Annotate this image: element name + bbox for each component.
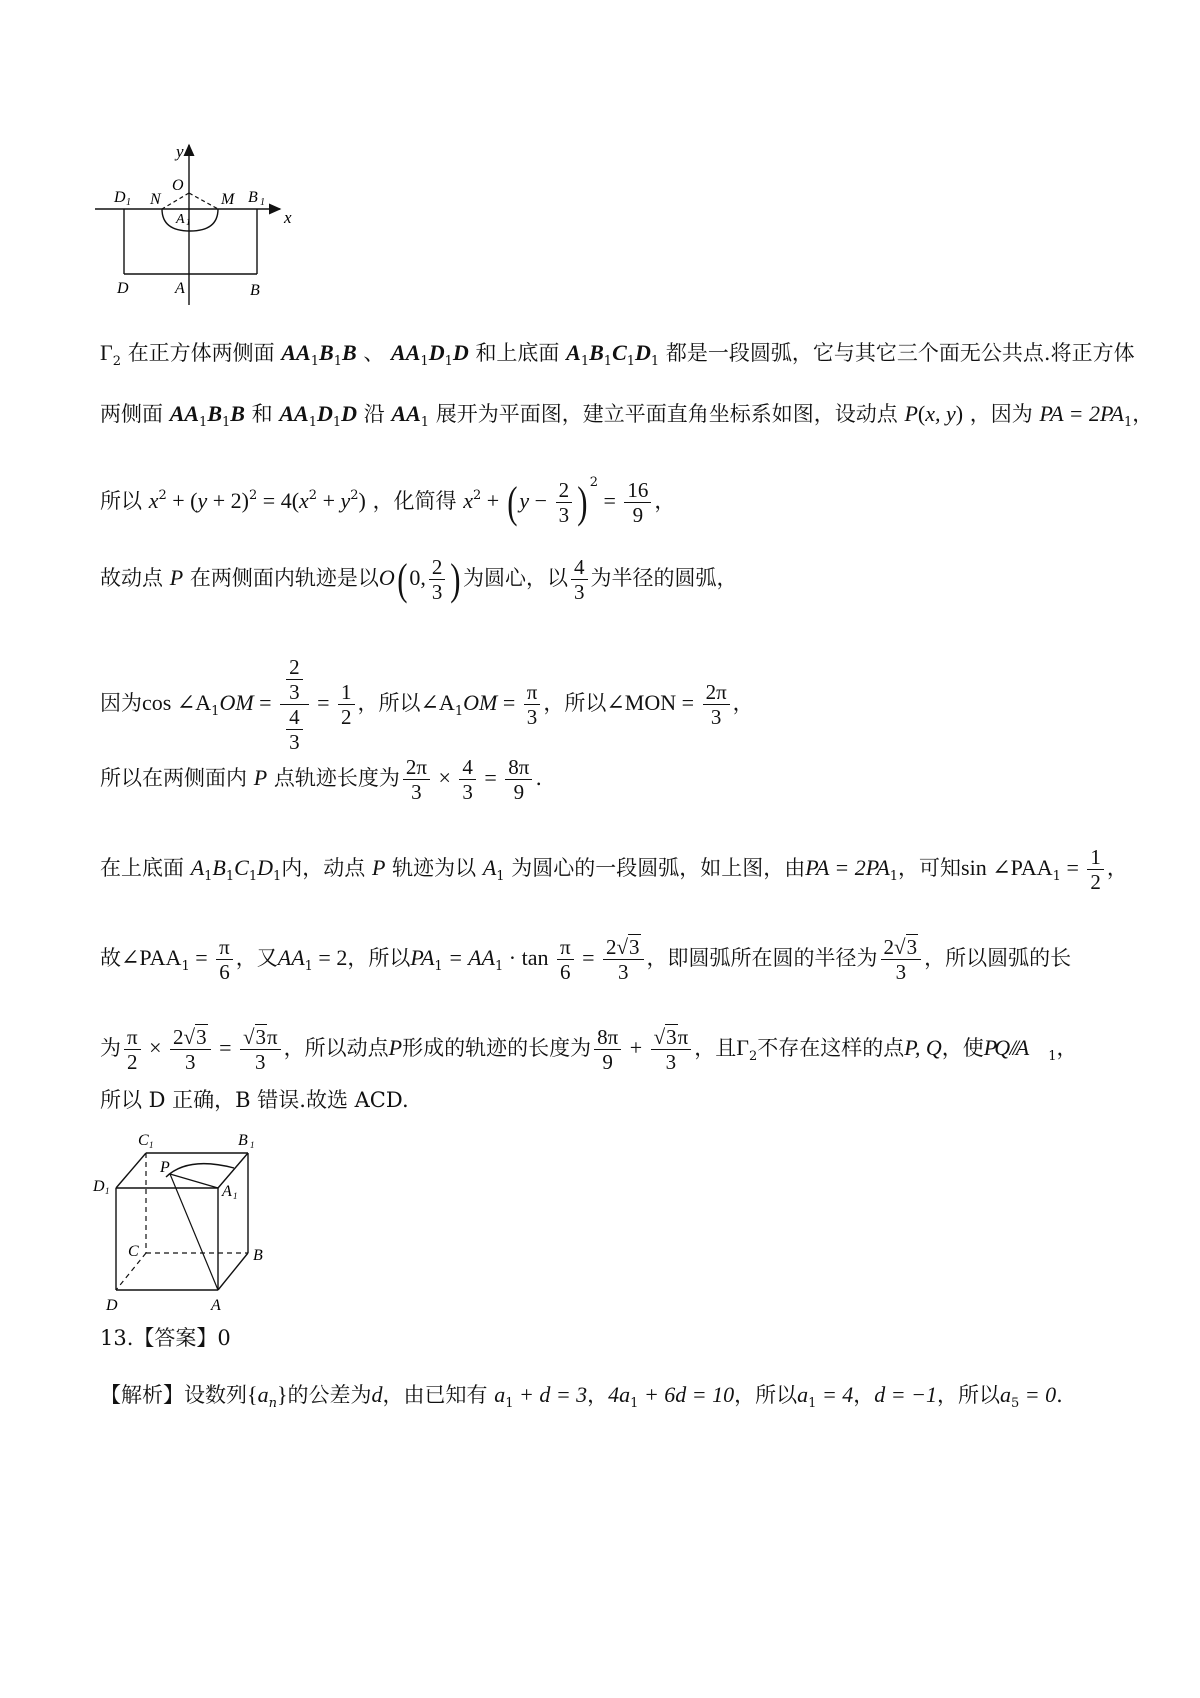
radicand: 3 <box>255 1025 267 1049</box>
den: 3 <box>411 780 422 804</box>
math: A <box>190 855 205 880</box>
math: a <box>494 1382 506 1407</box>
math: B <box>212 855 226 880</box>
compound-fraction <box>280 655 309 754</box>
c1-sub: 1 <box>149 1140 154 1150</box>
num: 8π <box>594 1025 621 1050</box>
fraction <box>429 555 446 604</box>
math: B <box>589 340 604 365</box>
math: d <box>371 1382 383 1407</box>
gamma: Γ <box>100 340 113 365</box>
math: d = −1 <box>874 1382 937 1407</box>
gamma-sub: 2 <box>112 354 121 369</box>
fraction <box>571 555 588 604</box>
text: 展开为平面图，建立平面直角坐标系如图，设动点 <box>435 402 898 426</box>
text: 为圆心的一段圆弧，如上图，由 <box>511 856 806 880</box>
math: + 2 <box>207 488 242 513</box>
sub: 1 <box>199 415 208 430</box>
sup: 2 <box>473 488 482 503</box>
math: B <box>207 401 223 426</box>
den: 3 <box>665 1050 677 1074</box>
text: 和上底面 <box>475 341 560 365</box>
math: ∠A <box>420 690 455 715</box>
math: = 0 <box>1019 1382 1057 1407</box>
math: C <box>612 340 627 365</box>
coef: 2 <box>606 935 617 959</box>
text: ，所以动点 <box>283 1036 389 1060</box>
math: AA <box>391 401 421 426</box>
fraction <box>594 1025 621 1074</box>
o-label: O <box>172 177 184 194</box>
text: 为半径的圆弧， <box>590 566 738 590</box>
text-line-1 <box>100 336 1135 379</box>
math: D <box>452 340 469 365</box>
sup: 2 <box>589 475 598 490</box>
num: √3π <box>240 1025 281 1050</box>
analysis-13: 【解析】设数列$\{a_n\}$的公差为d，由已知有 $a_1 + d = 3$，$4a_1 + 6d = 10$，所以$a_1 = 4$，d = −1，所以$a_5 = 0$. <box>100 1382 1063 1411</box>
text: 在上底面 <box>100 856 184 880</box>
sub: 1 <box>630 1396 639 1411</box>
den: 3 <box>558 503 570 527</box>
fraction <box>703 680 730 729</box>
num: 4 <box>286 705 303 730</box>
math: − <box>529 488 553 513</box>
text-line-3: 所以 $x^2 + (y + 2)^2 = 4(x^2 + y^2)$ ，化简得 $x^2 + (y$ − $\frac{2}{3}$ ) $^2$ = $\frac{16}{9}$ ， <box>100 475 676 527</box>
text: 所以在两侧面内 <box>100 766 247 790</box>
text: 形成的轨迹的长度为 <box>402 1036 592 1060</box>
fraction <box>124 1025 141 1074</box>
fraction <box>556 478 573 527</box>
sub: 1 <box>454 704 464 719</box>
math: B <box>230 401 245 426</box>
den <box>280 705 309 754</box>
b1-sub: 1 <box>250 1140 255 1150</box>
fraction <box>881 935 922 984</box>
num: 4 <box>459 755 476 780</box>
sub: 1 <box>308 415 317 430</box>
math: cos ∠A <box>142 690 212 715</box>
c1-label: C <box>138 1132 149 1149</box>
den: 3 <box>710 705 722 729</box>
math: = 2 <box>312 945 348 970</box>
math: 0, <box>409 565 426 590</box>
math: P <box>169 565 184 590</box>
text: 沿 <box>363 402 385 426</box>
num: 4 <box>571 555 588 580</box>
math: D <box>341 401 358 426</box>
text: 故 <box>100 946 121 970</box>
math: O <box>378 565 395 590</box>
math: PQ //A <box>983 1035 1027 1060</box>
b-label: B <box>250 282 260 299</box>
fraction <box>286 655 303 704</box>
cube-diagram <box>88 1128 288 1318</box>
text: ， <box>853 1383 875 1407</box>
sub: 1 <box>273 869 282 884</box>
math: = <box>478 765 503 790</box>
answer-13 <box>100 1321 231 1355</box>
n-label: N <box>150 191 161 208</box>
text: 内，动点 <box>281 856 366 880</box>
num: π <box>124 1025 141 1050</box>
num: 8π <box>505 755 532 780</box>
num: π <box>216 935 233 960</box>
math: PA = 2PA <box>1039 401 1124 426</box>
math: = <box>598 488 622 513</box>
sub: 1 <box>420 415 430 430</box>
math: x <box>148 488 159 513</box>
a-label: A <box>175 280 185 297</box>
fraction <box>240 1025 281 1074</box>
b1-label: B <box>238 1132 248 1149</box>
text-line-2: 两侧面 $AA_1B_1B$ 和 $AA_1D_1D$ 沿 $AA_1$ 展开为平面图，建立平面直角坐标系如图，设动点 P(x, y) ，因为 PA = $2PA_1$， <box>100 401 1154 430</box>
text: ，由已知有 <box>382 1383 488 1407</box>
math: D <box>257 855 274 880</box>
den: 6 <box>560 960 571 984</box>
text-line-6 <box>100 755 542 804</box>
sub: 1 <box>580 354 590 369</box>
text: ，因为 <box>969 402 1033 426</box>
sub: 1 <box>420 354 429 369</box>
text-line-10 <box>100 1083 409 1117</box>
fraction <box>524 680 541 729</box>
y-label: y <box>176 142 184 161</box>
sup: 2 <box>308 488 318 503</box>
text: 所以 D 正确，B 错误.故选 ACD. <box>100 1088 409 1112</box>
coef: 2 <box>173 1025 184 1049</box>
sub: 1 <box>211 704 220 719</box>
text-line-7 <box>100 845 1128 894</box>
text: 在正方体两侧面 <box>127 341 275 365</box>
sub: 1 <box>332 415 342 430</box>
math: + <box>624 1035 648 1060</box>
math: P <box>253 765 268 790</box>
sub: 1 <box>1048 1049 1057 1064</box>
sup: 2 <box>249 488 258 503</box>
math: = <box>1060 855 1085 880</box>
sub: 1 <box>505 1396 514 1411</box>
b1-label: B <box>248 189 258 206</box>
num: 2π <box>403 755 430 780</box>
den: 3 <box>289 730 300 754</box>
text: ，所以 <box>347 946 411 970</box>
den: 9 <box>602 1050 613 1074</box>
math: + 6d = 10 <box>638 1382 735 1407</box>
num: π <box>524 680 541 705</box>
a1-label: A <box>176 212 185 227</box>
text: 【解析】设数列 <box>100 1383 247 1407</box>
text: ，且 <box>694 1036 737 1060</box>
math: = <box>253 690 278 715</box>
den: 3 <box>289 680 300 704</box>
num: 2π <box>703 680 730 705</box>
text: 13.【答案】0 <box>100 1326 231 1350</box>
math: sin ∠PAA <box>961 855 1053 880</box>
math: PA <box>410 945 435 970</box>
text: 在两侧面内轨迹是以 <box>189 566 379 590</box>
math: y <box>197 488 208 513</box>
fraction <box>1087 845 1104 894</box>
fraction <box>170 1025 211 1074</box>
math: × <box>432 765 457 790</box>
d-label: D <box>117 280 129 297</box>
math: = <box>497 690 521 715</box>
num: 2 <box>556 478 573 503</box>
math: × <box>143 1035 168 1060</box>
text: ，使 <box>941 1036 984 1060</box>
radicand: 3 <box>666 1025 677 1049</box>
sub: 1 <box>181 959 190 974</box>
math: + <box>317 488 341 513</box>
text: ，可知 <box>898 856 962 880</box>
num: √3π <box>651 1025 692 1050</box>
math: a <box>257 1382 269 1407</box>
text: 为圆心，以 <box>463 566 569 590</box>
den: 2 <box>341 705 352 729</box>
text: 点轨迹长度为 <box>273 766 400 790</box>
math: D <box>317 401 333 426</box>
text: ， <box>1132 402 1154 426</box>
math: A <box>566 340 581 365</box>
text: 故动点 <box>100 566 163 590</box>
den: 2 <box>1090 870 1101 894</box>
den: 3 <box>574 580 585 604</box>
text: 所以 <box>100 489 142 513</box>
text: 都是一段圆弧，它与其它三个面无公共点.将正方体 <box>665 341 1135 365</box>
pi: π <box>677 1025 689 1049</box>
math: B <box>341 340 357 365</box>
text: ，所以 <box>734 1383 798 1407</box>
den: 3 <box>255 1050 266 1074</box>
a1-label: A <box>222 1183 232 1200</box>
den: 3 <box>895 960 907 984</box>
fraction <box>557 935 574 984</box>
math: y <box>340 488 351 513</box>
m-label: M <box>221 191 235 208</box>
num: π <box>557 935 574 960</box>
unfolded-diagram <box>90 135 310 320</box>
sub: 1 <box>1124 415 1133 430</box>
math: AA <box>279 401 309 426</box>
math: y <box>519 488 530 513</box>
text-line-9 <box>100 1025 1078 1074</box>
sub: 1 <box>496 869 505 884</box>
math: + <box>481 488 505 513</box>
text: 因为 <box>100 691 142 715</box>
d1-sub: 1 <box>126 197 131 208</box>
math: A <box>482 855 497 880</box>
den: 9 <box>513 780 525 804</box>
math: ∠PAA <box>121 945 182 970</box>
math: PA = 2PA <box>805 855 890 880</box>
text: 两侧面 <box>100 402 163 426</box>
math: = 4 <box>257 488 292 513</box>
text: 轨迹为以 <box>392 856 477 880</box>
text: ，所以圆弧的长 <box>924 946 1072 970</box>
text: 为 <box>100 1036 121 1060</box>
text-line-5 <box>100 655 754 754</box>
d1-label: D <box>114 189 126 206</box>
b-label: B <box>253 1247 263 1264</box>
den: 3 <box>431 580 443 604</box>
sub: 1 <box>444 354 453 369</box>
fraction <box>338 680 355 729</box>
den: 9 <box>632 503 644 527</box>
math: x <box>299 488 309 513</box>
fraction <box>216 935 233 984</box>
d1-label: D <box>93 1178 105 1195</box>
text: ，化简得 <box>372 489 457 513</box>
sub: n <box>268 1396 277 1411</box>
sub: 1 <box>222 415 231 430</box>
math: AA <box>281 340 311 365</box>
sub: 1 <box>225 869 235 884</box>
sub: 1 <box>889 869 899 884</box>
math: P, Q <box>904 1035 942 1060</box>
math: = <box>576 945 601 970</box>
num: 2√3 <box>170 1025 211 1050</box>
fraction <box>505 755 532 804</box>
b1-sub: 1 <box>260 197 265 208</box>
math: = <box>213 1035 237 1060</box>
gamma: Γ <box>736 1035 749 1060</box>
math: + <box>166 488 191 513</box>
math: a <box>1000 1382 1011 1407</box>
num: 2 <box>429 555 446 580</box>
math: AA <box>391 340 421 365</box>
text: ， <box>587 1383 609 1407</box>
den: 2 <box>127 1050 138 1074</box>
math: OM <box>463 690 498 715</box>
num: 1 <box>338 680 355 705</box>
math: AA <box>169 401 200 426</box>
den: 3 <box>526 705 538 729</box>
a1-sub: 1 <box>186 217 191 227</box>
c-label: C <box>128 1243 139 1260</box>
sup: 2 <box>350 488 359 503</box>
text: ， <box>732 691 754 715</box>
text: ，又 <box>235 946 278 970</box>
sub: 1 <box>603 354 613 369</box>
math: P <box>388 1035 403 1060</box>
math: D <box>428 340 445 365</box>
text: . <box>1056 1383 1063 1407</box>
p-label: P <box>160 1159 170 1176</box>
text: . <box>535 766 543 790</box>
x-label: x <box>284 208 292 227</box>
sub: 1 <box>310 354 320 369</box>
math: ∠MON <box>606 690 677 715</box>
text: 和 <box>251 402 273 426</box>
math: x, y <box>925 401 956 426</box>
math: D <box>635 340 651 365</box>
radicand: 3 <box>196 1025 207 1049</box>
num: 2 <box>286 655 303 680</box>
fraction <box>651 1025 692 1074</box>
fraction <box>603 935 644 984</box>
fraction <box>403 755 430 804</box>
math: = <box>311 690 335 715</box>
radicand: 3 <box>629 935 640 959</box>
d1-sub: 1 <box>105 1186 110 1196</box>
math: OM <box>219 690 254 715</box>
den: 3 <box>462 780 473 804</box>
text: 的公差为 <box>287 1383 372 1407</box>
text: ，即圆弧所在圆的半径为 <box>646 946 878 970</box>
text: 、 <box>363 341 385 365</box>
text-line-8 <box>100 935 1071 984</box>
math: = <box>676 690 700 715</box>
coef: 2 <box>883 935 895 959</box>
math: P <box>904 401 918 426</box>
math: + d = 3 <box>513 1382 588 1407</box>
radicand: 3 <box>906 935 918 959</box>
num <box>280 655 309 705</box>
fraction <box>624 478 651 527</box>
num: 1 <box>1087 845 1104 870</box>
sub: 2 <box>748 1049 758 1064</box>
sub: 1 <box>434 959 443 974</box>
math: B <box>319 340 334 365</box>
sub: 1 <box>204 869 213 884</box>
math: AA <box>277 945 305 970</box>
math: = 4 <box>816 1382 854 1407</box>
pi: π <box>267 1025 278 1049</box>
math: · tan <box>503 945 554 970</box>
math: = AA <box>442 945 495 970</box>
fraction <box>286 705 303 754</box>
sub: 1 <box>1052 869 1061 884</box>
sup: 2 <box>158 488 167 503</box>
sub: 1 <box>650 354 660 369</box>
math: = <box>189 945 214 970</box>
text: ，所以 <box>357 691 421 715</box>
a1-sub: 1 <box>233 1191 238 1201</box>
den: 3 <box>618 960 629 984</box>
sub: 1 <box>808 1396 817 1411</box>
sub: 5 <box>1011 1396 1020 1411</box>
den: 6 <box>219 960 230 984</box>
sub: 1 <box>495 959 504 974</box>
text: ，所以 <box>937 1383 1000 1407</box>
num: 16 <box>624 478 651 503</box>
text: ， <box>1056 1036 1078 1060</box>
den: 3 <box>185 1050 196 1074</box>
sub: 1 <box>626 354 636 369</box>
a-label: A <box>211 1297 221 1314</box>
math: P <box>371 855 386 880</box>
num: 2√3 <box>603 935 644 960</box>
math: a <box>797 1382 809 1407</box>
fraction <box>459 755 476 804</box>
text: ，所以 <box>543 691 607 715</box>
text: ， <box>1106 856 1128 880</box>
sub: 1 <box>248 869 258 884</box>
text-line-4: 故动点 P 在两侧面内轨迹是以O(0, $\frac{2}{3}$ ) 为圆心，以 $\frac{4}{3}$ 为半径的圆弧， <box>100 554 738 604</box>
d-label: D <box>106 1297 118 1314</box>
num: 2√3 <box>881 935 922 960</box>
sub: 1 <box>304 959 313 974</box>
math: 4a <box>608 1382 631 1407</box>
sub: 1 <box>333 354 342 369</box>
math: C <box>234 855 249 880</box>
text: ， <box>654 489 676 513</box>
text: 不存在这样的点 <box>757 1036 905 1060</box>
math: x <box>463 488 474 513</box>
